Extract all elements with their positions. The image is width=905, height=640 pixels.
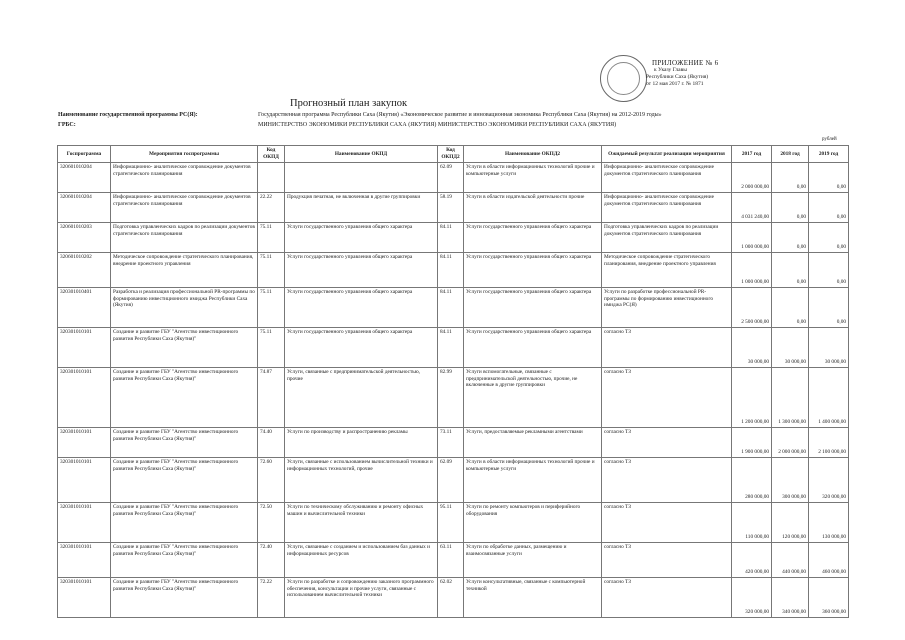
cell-okpd2-name: Услуги государственного управления общего характера — [464, 223, 602, 253]
cell-result: Подготовка управленческих кадров по реализации документов стратегического планирования — [602, 223, 732, 253]
cell-2019: 130 000,00 — [809, 503, 849, 543]
cell-okpd2: 62.09 — [438, 163, 464, 193]
cell-gp: 320601010204 — [58, 193, 111, 223]
cell-result: Услуги по разработке профессиональной PR-программы по формированию инвестиционного имиджа РС(Я) — [602, 288, 732, 328]
cell-okpd2: 95.11 — [438, 503, 464, 543]
cell-2017: 420 000,00 — [732, 543, 772, 578]
cell-2017: 1 000 000,00 — [732, 223, 772, 253]
cell-gp: 320301010101 — [58, 428, 111, 458]
cell-2019: 360 000,00 — [809, 578, 849, 618]
cell-okpd2-name: Услуги государственного управления общего характера — [464, 328, 602, 368]
cell-2018: 2 000 000,00 — [772, 428, 809, 458]
cell-gp: 320301010101 — [58, 458, 111, 503]
cell-2017: 4 031 240,00 — [732, 193, 772, 223]
page-title: Прогнозный план закупок — [290, 98, 408, 109]
cell-event: Методическое сопровождение стратегического планирования, внедрение проектного управления — [111, 253, 258, 288]
cell-okpd2-name: Услуги в области издательской деятельности прочие — [464, 193, 602, 223]
cell-okpd: 75.11 — [258, 328, 285, 368]
cell-event: Создание и развитие ГБУ "Агентство инвестиционного развития Республики Саха (Якутия)" — [111, 503, 258, 543]
cell-gp: 320301010401 — [58, 288, 111, 328]
cell-event: Подготовка управленческих кадров по реализации документов стратегического планирования — [111, 223, 258, 253]
cell-okpd-name: Услуги государственного управления общего характера — [285, 328, 438, 368]
cell-2018: 1 300 000,00 — [772, 368, 809, 428]
cell-okpd2-name: Услуги по ремонту компьютеров и периферийного оборудования — [464, 503, 602, 543]
header-gp: Госпрограмма — [58, 146, 111, 163]
program-value: Государственная программа Республики Саха (Якутия) «Экономическое развитие и инновационная экономика Республики Саха (Якутия) на 2012-2019 годы» — [258, 112, 662, 118]
table-row — [58, 253, 849, 288]
cell-2017: 280 000,00 — [732, 458, 772, 503]
cell-2017: 1 000 000,00 — [732, 253, 772, 288]
cell-2018: 0,00 — [772, 288, 809, 328]
appendix-title: ПРИЛОЖЕНИЕ № 6 — [652, 59, 719, 67]
cell-okpd2-name: Услуги консультативные, связанные с компьютерной техникой — [464, 578, 602, 618]
cell-2017: 110 000,00 — [732, 503, 772, 543]
cell-okpd2: 84.11 — [438, 328, 464, 368]
cell-2018: 30 000,00 — [772, 328, 809, 368]
cell-2019: 320 000,00 — [809, 458, 849, 503]
cell-okpd: 72.40 — [258, 543, 285, 578]
cell-okpd2: 58.19 — [438, 193, 464, 223]
cell-okpd: 75.11 — [258, 253, 285, 288]
cell-okpd2-name: Услуги государственного управления общего характера — [464, 288, 602, 328]
cell-gp: 320601010202 — [58, 253, 111, 288]
cell-okpd2-name: Услуги государственного управления общего характера — [464, 253, 602, 288]
cell-gp: 320301010101 — [58, 368, 111, 428]
cell-okpd: 72.60 — [258, 458, 285, 503]
appendix-line-3: от 12 мая 2017 г. № 1871 — [646, 81, 704, 87]
cell-okpd-name: Услуги по производству и распространению рекламы — [285, 428, 438, 458]
cell-okpd2-name: Услуги вспомогательные, связанные с предпринимательской деятельностью, прочие, не включенные в другие группировки — [464, 368, 602, 428]
cell-okpd2: 62.09 — [438, 458, 464, 503]
cell-2018: 0,00 — [772, 163, 809, 193]
cell-result: Информационно- аналитическое сопровождение документов стратегического планирования — [602, 193, 732, 223]
cell-okpd: 72.50 — [258, 503, 285, 543]
units-label: рублей — [822, 137, 837, 142]
cell-gp: 320301010101 — [58, 328, 111, 368]
cell-2017: 320 000,00 — [732, 578, 772, 618]
cell-okpd-name: Услуги по техническому обслуживанию и ремонту офисных машин и вычислительной техники — [285, 503, 438, 543]
cell-gp: 320301010101 — [58, 543, 111, 578]
grbs-label: ГРБС: — [58, 122, 76, 128]
cell-okpd-name: Продукция печатная, не включенная в другие группировки — [285, 193, 438, 223]
cell-gp: 320301010101 — [58, 578, 111, 618]
cell-gp: 320601010204 — [58, 163, 111, 193]
header-2017: 2017 год — [732, 146, 772, 163]
table-header-row — [58, 146, 849, 163]
table-row — [58, 193, 849, 223]
cell-result: согласно ТЗ — [602, 543, 732, 578]
cell-2018: 0,00 — [772, 253, 809, 288]
cell-event: Информационно- аналитическое сопровождение документов стратегического планирования — [111, 193, 258, 223]
cell-2017: 2 500 000,00 — [732, 288, 772, 328]
grbs-value: МИНИСТЕРСТВО ЭКОНОМИКИ РЕСПУБЛИКИ САХА (ЯКУТИЯ) МИНИСТЕРСТВО ЭКОНОМИКИ РЕСПУБЛИКИ САХА (ЯКУТИЯ) — [258, 122, 617, 128]
cell-gp: 320601010203 — [58, 223, 111, 253]
cell-result: согласно ТЗ — [602, 328, 732, 368]
cell-okpd-name: Услуги государственного управления общего характера — [285, 288, 438, 328]
cell-okpd: 74.40 — [258, 428, 285, 458]
appendix-line-1: к Указу Главы — [654, 67, 687, 73]
cell-okpd2: 84.11 — [438, 253, 464, 288]
program-row — [58, 112, 662, 118]
cell-2017: 1 200 000,00 — [732, 368, 772, 428]
grbs-row — [58, 122, 617, 128]
cell-2017: 1 900 000,00 — [732, 428, 772, 458]
table-row — [58, 288, 849, 328]
cell-okpd-name: Услуги, связанные с использованием вычислительной техники и информационных технологий, прочие — [285, 458, 438, 503]
cell-2019: 1 400 000,00 — [809, 368, 849, 428]
cell-okpd2: 84.11 — [438, 288, 464, 328]
cell-okpd-name: Услуги, связанные с предпринимательской деятельностью, прочие — [285, 368, 438, 428]
cell-okpd2-name: Услуги, предоставляемые рекламными агентствами — [464, 428, 602, 458]
cell-okpd2-name: Услуги по обработке данных, размещению и взаимосвязанные услуги — [464, 543, 602, 578]
cell-okpd-name: Услуги по разработке и сопровождению заказного программного обеспечения, консультации и прочие услуги, связанные с использованием вычислительной техники — [285, 578, 438, 618]
cell-2017: 30 000,00 — [732, 328, 772, 368]
appendix-block — [640, 60, 860, 88]
cell-result: согласно ТЗ — [602, 503, 732, 543]
header-event: Мероприятия госпрограммы — [111, 146, 258, 163]
cell-2019: 2 100 000,00 — [809, 428, 849, 458]
table-row — [58, 163, 849, 193]
program-label: Наименование государственной программы РС(Я): — [58, 112, 198, 118]
cell-result: согласно ТЗ — [602, 458, 732, 503]
cell-okpd2-name: Услуги в области информационных технологий прочие и компьютерные услуги — [464, 458, 602, 503]
cell-event: Создание и развитие ГБУ "Агентство инвестиционного развития Республики Саха (Якутия)" — [111, 328, 258, 368]
cell-okpd-name: Услуги, связанные с созданием и использованием баз данных и информационных ресурсов — [285, 543, 438, 578]
cell-okpd: 75.11 — [258, 288, 285, 328]
cell-okpd: 74.87 — [258, 368, 285, 428]
cell-event: Создание и развитие ГБУ "Агентство инвестиционного развития Республики Саха (Якутия)" — [111, 368, 258, 428]
header-result: Ожидаемый результат реализации мероприятия — [602, 146, 732, 163]
cell-okpd2: 82.99 — [438, 368, 464, 428]
header-2018: 2018 год — [772, 146, 809, 163]
header-okpd-name: Наименование ОКПД — [285, 146, 438, 163]
cell-2018: 0,00 — [772, 193, 809, 223]
cell-result: Методическое сопровождение стратегического планирования, внедрение проектного управления — [602, 253, 732, 288]
cell-2019: 0,00 — [809, 223, 849, 253]
header-okpd2: Код ОКПД2 — [438, 146, 464, 163]
cell-2019: 0,00 — [809, 193, 849, 223]
cell-event: Создание и развитие ГБУ "Агентство инвестиционного развития Республики Саха (Якутия)" — [111, 458, 258, 503]
cell-event: Создание и развитие ГБУ "Агентство инвестиционного развития Республики Саха (Якутия)" — [111, 578, 258, 618]
cell-okpd2: 73.11 — [438, 428, 464, 458]
cell-okpd-name: Услуги государственного управления общего характера — [285, 253, 438, 288]
cell-2018: 300 000,00 — [772, 458, 809, 503]
cell-2018: 0,00 — [772, 223, 809, 253]
cell-okpd: 22.22 — [258, 193, 285, 223]
cell-okpd-name — [285, 163, 438, 193]
cell-okpd — [258, 163, 285, 193]
header-okpd2-name: Наименование ОКПД2 — [464, 146, 602, 163]
cell-event: Создание и развитие ГБУ "Агентство инвестиционного развития Республики Саха (Якутия)" — [111, 428, 258, 458]
cell-result: согласно ТЗ — [602, 578, 732, 618]
cell-result: согласно ТЗ — [602, 428, 732, 458]
table-row — [58, 458, 849, 503]
table-row — [58, 543, 849, 578]
cell-result: согласно ТЗ — [602, 368, 732, 428]
cell-okpd: 75.11 — [258, 223, 285, 253]
cell-2018: 440 000,00 — [772, 543, 809, 578]
table-row — [58, 578, 849, 618]
procurement-table — [57, 145, 849, 618]
cell-2019: 0,00 — [809, 253, 849, 288]
table-row — [58, 328, 849, 368]
cell-2018: 340 000,00 — [772, 578, 809, 618]
cell-event: Разработка и реализация профессиональной PR-программы по формированию инвестиционного имиджа Республики Саха (Якутия) — [111, 288, 258, 328]
cell-2019: 0,00 — [809, 288, 849, 328]
cell-okpd-name: Услуги государственного управления общего характера — [285, 223, 438, 253]
cell-result: Информационно- аналитическое сопровождение документов стратегического планирования — [602, 163, 732, 193]
cell-event: Создание и развитие ГБУ "Агентство инвестиционного развития Республики Саха (Якутия)" — [111, 543, 258, 578]
table-row — [58, 223, 849, 253]
appendix-line-2: Республики Саха (Якутия) — [646, 74, 709, 80]
cell-okpd: 72.22 — [258, 578, 285, 618]
cell-okpd2-name: Услуги в области информационных технологий прочие и компьютерные услуги — [464, 163, 602, 193]
header-2019: 2019 год — [809, 146, 849, 163]
cell-2019: 460 000,00 — [809, 543, 849, 578]
header-okpd: Код ОКПД — [258, 146, 285, 163]
cell-okpd2: 62.02 — [438, 578, 464, 618]
cell-2019: 30 000,00 — [809, 328, 849, 368]
cell-event: Информационно- аналитическое сопровождение документов стратегического планирования — [111, 163, 258, 193]
table-row — [58, 503, 849, 543]
cell-2017: 2 000 000,00 — [732, 163, 772, 193]
cell-2018: 120 000,00 — [772, 503, 809, 543]
cell-okpd2: 63.11 — [438, 543, 464, 578]
cell-gp: 320301010101 — [58, 503, 111, 543]
table-row — [58, 428, 849, 458]
table-row — [58, 368, 849, 428]
cell-2019: 0,00 — [809, 163, 849, 193]
cell-okpd2: 84.11 — [438, 223, 464, 253]
